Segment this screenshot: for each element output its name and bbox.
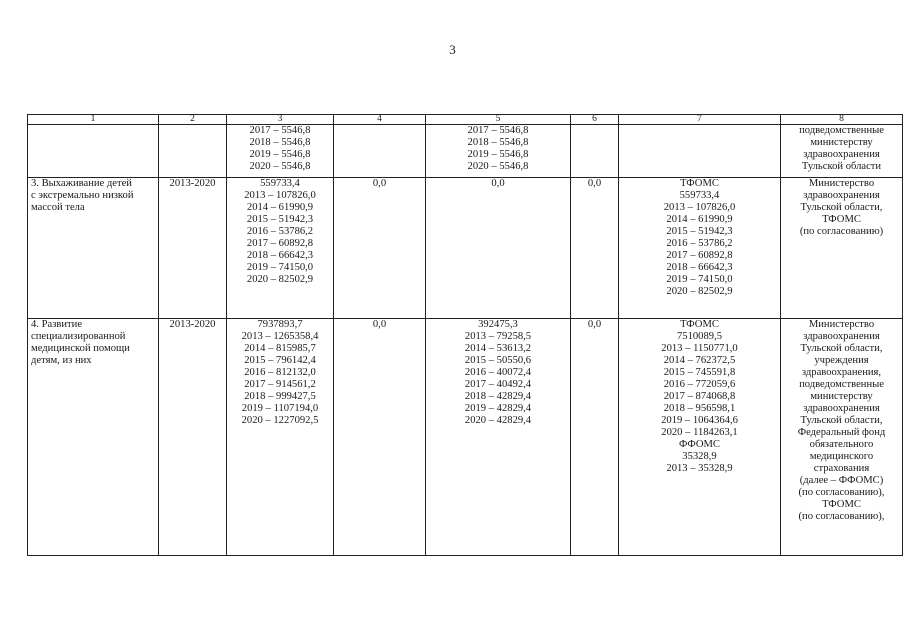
extra-budget-cell: ТФОМС 7510089,5 2013 – 1150771,0 2014 – 762372,5 2015 – 745591,8 2016 – 772059,6 2017 – 874068,8 2018 – 956598,1 2019 – 1064364,6 2020 – 1184263,1 ФФОМС 35328,9 2013 – 35328,9 <box>619 319 781 556</box>
task-cell <box>28 125 159 178</box>
regional-cell: 2017 – 5546,8 2018 – 5546,8 2019 – 5546,8 2020 – 5546,8 <box>426 125 571 178</box>
table-row <box>28 319 903 556</box>
page-number: 3 <box>449 42 456 57</box>
column-number: 7 <box>619 115 781 125</box>
municipal-cell: 0,0 <box>571 319 619 556</box>
regional-cell: 392475,3 2013 – 79258,5 2014 – 53613,2 2015 – 50550,6 2016 – 40072,4 2017 – 40492,4 2018 – 42829,4 2019 – 42829,4 2020 – 42829,4 <box>426 319 571 556</box>
total-cell: 559733,4 2013 – 107826,0 2014 – 61990,9 2015 – 51942,3 2016 – 53786,2 2017 – 60892,8 2018 – 66642,3 2019 – 74150,0 2020 – 82502,9 <box>227 178 334 319</box>
column-number-row <box>28 115 903 125</box>
executor-cell: подведомственные министерству здравоохранения Тульской области <box>781 125 903 178</box>
column-number: 4 <box>334 115 426 125</box>
federal-cell <box>334 125 426 178</box>
column-number: 6 <box>571 115 619 125</box>
table-row <box>28 178 903 319</box>
period-cell <box>159 125 227 178</box>
executor-cell: Министерство здравоохранения Тульской области, ТФОМС (по согласованию) <box>781 178 903 319</box>
total-cell: 7937893,7 2013 – 1265358,4 2014 – 815985,7 2015 – 796142,4 2016 – 812132,0 2017 – 914561,2 2018 – 999427,5 2019 – 1107194,0 2020 – 1227092,5 <box>227 319 334 556</box>
program-budget-table <box>27 114 903 556</box>
extra-budget-cell: ТФОМС 559733,4 2013 – 107826,0 2014 – 61990,9 2015 – 51942,3 2016 – 53786,2 2017 – 60892,8 2018 – 66642,3 2019 – 74150,0 2020 – 82502,9 <box>619 178 781 319</box>
municipal-cell: 0,0 <box>571 178 619 319</box>
task-cell: 3. Выхаживание детей с экстремально низкой массой тела <box>28 178 159 319</box>
column-number: 5 <box>426 115 571 125</box>
total-cell: 2017 – 5546,8 2018 – 5546,8 2019 – 5546,8 2020 – 5546,8 <box>227 125 334 178</box>
executor-cell: Министерство здравоохранения Тульской области, учреждения здравоохранения, подведомственные министерству здравоохранения Тульской области, Федеральный фонд обязательного медицинского страхования (далее – ФФОМС) (по согласованию), ТФОМС (по согласованию), <box>781 319 903 556</box>
period-cell: 2013-2020 <box>159 178 227 319</box>
column-number: 2 <box>159 115 227 125</box>
federal-cell: 0,0 <box>334 178 426 319</box>
task-cell: 4. Развитие специализированной медицинской помощи детям, из них <box>28 319 159 556</box>
extra-budget-cell <box>619 125 781 178</box>
column-number: 3 <box>227 115 334 125</box>
municipal-cell <box>571 125 619 178</box>
column-number: 1 <box>28 115 159 125</box>
period-cell: 2013-2020 <box>159 319 227 556</box>
table-row <box>28 125 903 178</box>
federal-cell: 0,0 <box>334 319 426 556</box>
column-number: 8 <box>781 115 903 125</box>
regional-cell: 0,0 <box>426 178 571 319</box>
